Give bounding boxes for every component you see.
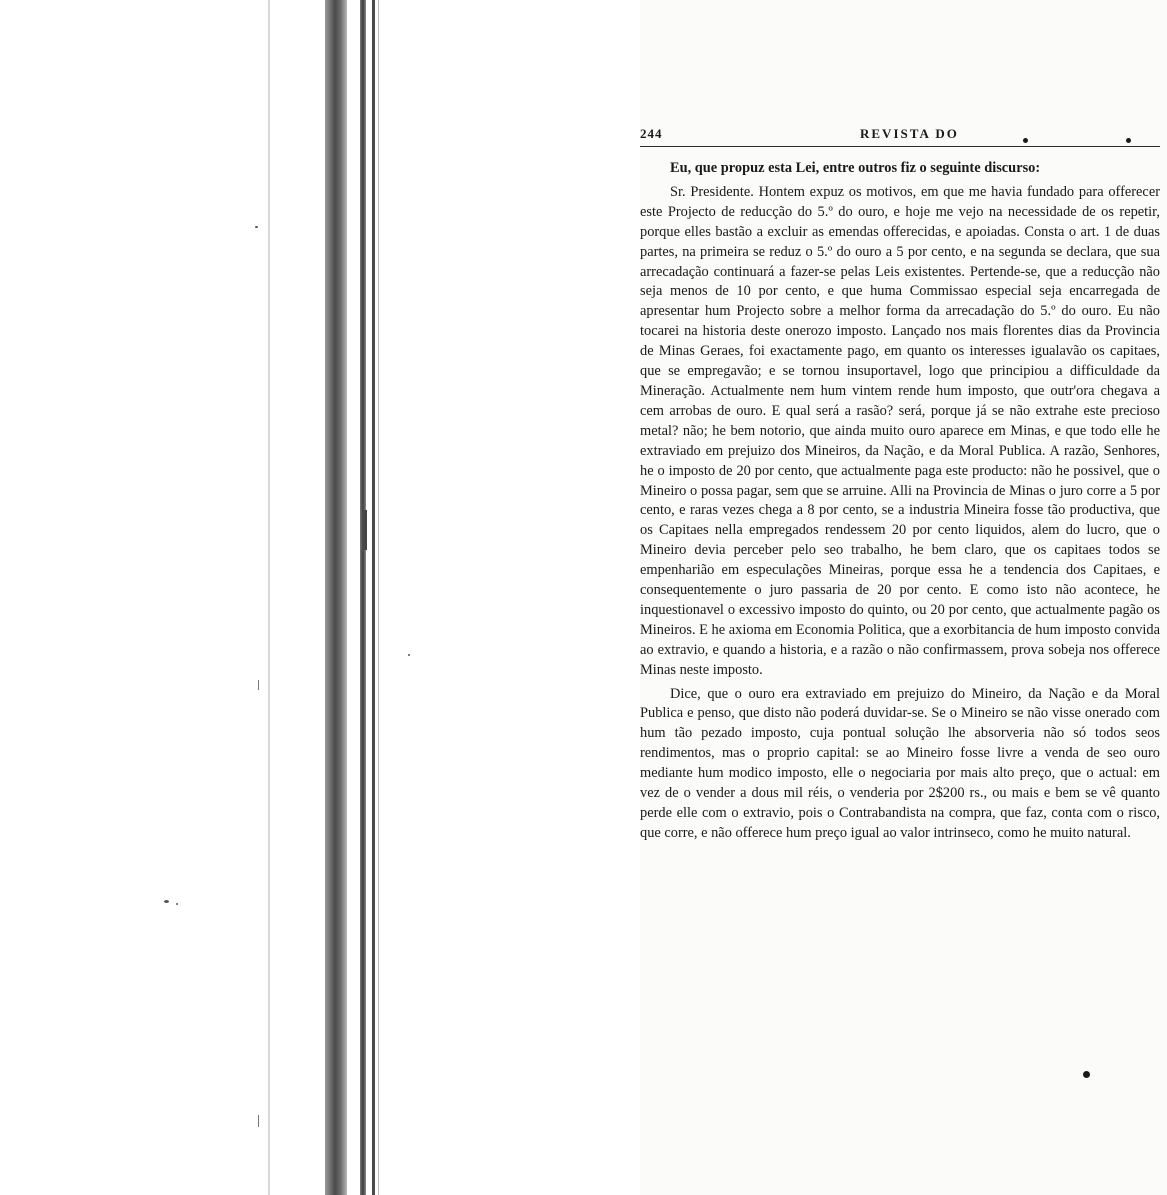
running-title: REVISTA DO: [860, 126, 959, 141]
gutter-blemish: [364, 510, 367, 550]
paper-speck: [176, 903, 178, 905]
page-dot: [1083, 1071, 1090, 1078]
article-body: [640, 159, 1160, 844]
intro-line: Eu, que propuz esta Lei, entre outros fiz o seguinte discurso:: [670, 160, 1041, 176]
gutter-shadow: [325, 0, 347, 1195]
gutter-edge-line: [268, 0, 270, 1195]
printed-page: [640, 122, 1160, 848]
gutter-shadow-inner: [360, 0, 366, 1195]
speech-paragraph: Sr. Presidente. Hontem expuz os motivos, em que me havia fundado para offerecer este Projecto de reducção do 5.º do ouro, e hoje me vejo na necessidade de os repetir, porque elles bastão a excluir as emendas offerecidas, e apoiadas. Consta o art. 1 de duas partes, na primeira se reduz o 5.º do ouro a 5 por cento, e na segunda se declara, que sua arrecadação continuará a fazer-se pelas Leis existentes. Pertende-se, que a reducção não seja menos de 10 por cento, e que huma Commissao especial seja encarregada de apresentar hum Projecto sobre a melhor forma da arrecadação do 5.º do ouro. Eu não tocarei na historia deste onerozo imposto. Lançado nos mais florentes dias da Provincia de Minas Geraes, foi exactamente pago, em quanto os interesses igualavão os capitaes, que se empregavão; e se tornou insuportavel, logo que principiou a difficuldade da Mineração. Actualmente nem hum vintem rende hum imposto, que outr'ora chegava a cem arrobas de ouro. E qual será a rasão? será, porque já se não extrahe este precioso metal? não; he bem notorio, que ainda muito ouro aparece em Minas, e que todo elle he extraviado em prejuizo dos Mineiros, da Nação, e da Moral Publica. A razão, Senhores, he o imposto de 20 por cento, que actualmente paga este producto: não he possivel, que o Mineiro o possa pagar, sem que se arruine. Alli na Provincia de Minas o juro corre a 5 por cento, e raras vezes chega a 8 por cento, se a industria Mineira fosse tão productiva, que os Capitaes nella empregados rendessem 20 por cento liquidos, alem do lucro, que o Mineiro devia perceber pelo seo trabalho, he bem claro, que os capitaes todos se empenharião em especulações Mineiras, porque essa he a tendencia dos Capitaes, e consequentemente o juro passaria de 20 por cento. E como isto não acontece, he inquestionavel o excessivo imposto do quinto, ou 20 por cento, que actualmente pagão os Mineiros. E he axioma em Economia Politica, que a exorbitancia de hum imposto convida ao extravio, e quando a historia, e a razão o não confirmassem, prova sobeja nos offerece Minas neste imposto.: [640, 183, 1160, 678]
header-ornament: [1023, 138, 1028, 143]
header-ornament: [1126, 138, 1131, 143]
paper-speck: [164, 900, 169, 903]
paper-speck: [408, 654, 410, 656]
paper-speck: [255, 226, 258, 228]
gutter-light-line: [378, 0, 379, 1195]
page-header: [640, 122, 1160, 147]
page-number: 244: [640, 126, 663, 141]
paper-mark: [258, 1115, 259, 1127]
gutter-fold-line: [372, 0, 375, 1195]
speech-paragraph: Dice, que o ouro era extraviado em prejuizo do Mineiro, da Nação e da Moral Publica e penso, que disto não poderá duvidar-se. Se o Mineiro se não visse onerado com hum tão pezado imposto, cuja pontual solução lhe absorveria não só todos seos rendimentos, mas o proprio capital: se ao Mineiro fosse livre a venda de seo ouro mediante hum modico imposto, elle o negociaria por mais alto preço, que o actual: em vez de o vender a dous mil réis, o venderia por 2$200 rs., ou mais e bem se vê quanto perde elle com o extravio, pois o Contrabandista na compra, que faz, conta com o risco, que corre, e não offerece hum preço igual ao valor intrinseco, como he muito natural.: [640, 685, 1160, 841]
paper-mark: [258, 680, 259, 690]
